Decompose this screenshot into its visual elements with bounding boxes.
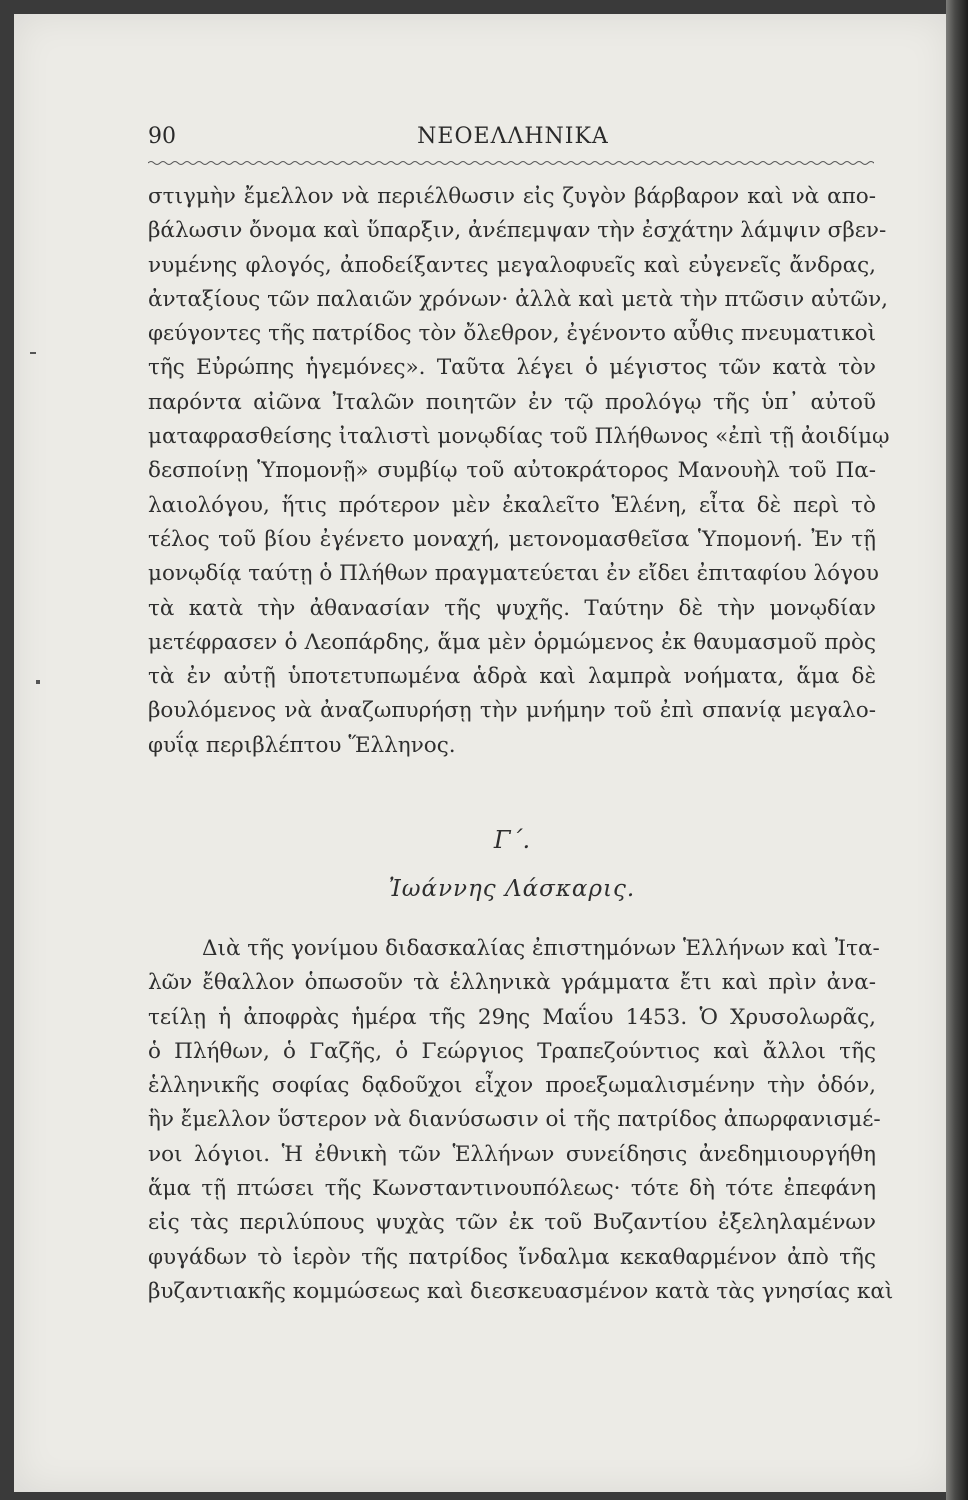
text-line: στιγμὴν ἔμελλον νὰ περιέλθωσιν εἰς ζυγὸν βάρβαρον καὶ νὰ απο-	[148, 184, 876, 209]
text-line: μονῳδίᾳ ταύτῃ ὁ Πλήθων πραγματεύεται ἐν εἴδει ἐπιταφίου λόγου	[148, 561, 879, 587]
text-line: τείλῃ ἡ ἀποφρὰς ἡμέρα τῆς 29ης Μαΐου 1453. Ὁ Χρυσολωρᾶς,	[148, 1004, 876, 1030]
section-number: Γ΄.	[493, 826, 531, 854]
text-line: νοι λόγιοι. Ἡ ἐθνικὴ τῶν Ἑλλήνων συνείδησις ἀνεδημιουργήθη	[148, 1141, 876, 1167]
text-line: λαιολόγου, ἥτις πρότερον μὲν ἐκαλεῖτο Ἑλένη, εἶτα δὲ περὶ τὸ	[148, 492, 876, 518]
text-line: βάλωσιν ὄνομα καὶ ὕπαρξιν, ἀνέπεμψαν τὴν ἐσχάτην λάμψιν σβεν-	[148, 218, 887, 244]
text-line: τῆς Εὐρώπης ἡγεμόνες». Ταῦτα λέγει ὁ μέγιστος τῶν κατὰ τὸν	[148, 355, 876, 381]
text-line: παρόντα αἰῶνα Ἰταλῶν ποιητῶν ἐν τῷ προλόγῳ τῆς ὑπ᾽ αὐτοῦ	[148, 389, 876, 415]
book-spine-edge	[946, 0, 968, 1500]
section-title: Ἰωάννης Λάσκαρις.	[388, 876, 636, 902]
margin-mark	[36, 680, 40, 684]
text-line: ἣν ἔμελλον ὕστερον νὰ διανύσωσιν οἱ τῆς πατρίδος ἀπωρφανισμέ-	[148, 1107, 881, 1133]
running-title: ΝΕΟΕΛΛΗΝΙΚΑ	[417, 124, 609, 149]
page-header	[148, 124, 878, 160]
text-line: ὁ Πλήθων, ὁ Γαζῆς, ὁ Γεώργιος Τραπεζούντιος καὶ ἄλλοι τῆς	[148, 1038, 876, 1064]
margin-mark	[30, 352, 36, 354]
text-line: Διὰ τῆς γονίμου διδασκαλίας ἐπιστημόνων Ἑλλήνων καὶ Ἰτα-	[202, 936, 880, 961]
text-line: νυμένης φλογός, ἀποδείξαντες μεγαλοφυεῖς καὶ εὐγενεῖς ἄνδρας,	[148, 252, 876, 278]
text-line: εἰς τὰς περιλύπους ψυχὰς τῶν ἐκ τοῦ Βυζαντίου ἐξεληλαμένων	[148, 1210, 876, 1236]
text-line: βυζαντιακῆς κομμώσεως καὶ διεσκευασμένον κατὰ τὰς γνησίας καὶ	[148, 1278, 894, 1304]
text-line: μετέφρασεν ὁ Λεοπάρδης, ἅμα μὲν ὁρμώμενος ἐκ θαυμασμοῦ πρὸς	[148, 629, 876, 655]
text-line: τέλος τοῦ βίου ἐγένετο μοναχή, μετονομασθεῖσα Ὑπομονή. Ἐν τῇ	[148, 526, 876, 552]
text-line: τὰ κατὰ τὴν ἀθανασίαν τῆς ψυχῆς. Ταύτην δὲ τὴν μονῳδίαν	[148, 595, 876, 621]
text-line: βουλόμενος νὰ ἀναζωπυρήσῃ τὴν μνήμην τοῦ ἐπὶ σπανίᾳ μεγαλο-	[148, 698, 876, 724]
text-line: ματαφρασθείσης ἰταλιστὶ μονῳδίας τοῦ Πλήθωνος «ἐπὶ τῇ ἀοιδίμῳ	[148, 424, 890, 450]
text-line: φυγάδων τὸ ἱερὸν τῆς πατρίδος ἴνδαλμα κεκαθαρμένον ἀπὸ τῆς	[148, 1244, 876, 1270]
text-line: ἑλληνικῆς σοφίας δᾳδοῦχοι εἶχον προεξωμαλισμένην τὴν ὁδόν,	[148, 1073, 876, 1099]
paragraph-1	[148, 180, 890, 763]
text-line: δεσποίνῃ Ὑπομονῇ» συμβίῳ τοῦ αὐτοκράτορος Μανουὴλ τοῦ Πα-	[148, 458, 876, 484]
text-line: τὰ ἐν αὐτῇ ὑποτετυπωμένα ἁδρὰ καὶ λαμπρὰ νοήματα, ἅμα δὲ	[148, 664, 876, 690]
text-line: ἅμα τῇ πτώσει τῆς Κωνσταντινουπόλεως· τότε δὴ τότε ἐπεφάνη	[148, 1176, 876, 1202]
text-line: ἀνταξίους τῶν παλαιῶν χρόνων· ἀλλὰ καὶ μετὰ τὴν πτῶσιν αὐτῶν,	[148, 286, 888, 312]
text-line: φυΐᾳ περιβλέπτου Ἕλληνος.	[148, 732, 456, 758]
paragraph-2	[148, 932, 894, 1309]
text-line: λῶν ἔθαλλον ὁπωσοῦν τὰ ἑλληνικὰ γράμματα ἔτι καὶ πρὶν ἀνα-	[148, 970, 876, 996]
text-line: φεύγοντες τῆς πατρίδος τὸν ὄλεθρον, ἐγένοντο αὖθις πνευματικοὶ	[148, 321, 876, 347]
page-number: 90	[148, 124, 176, 149]
header-wavy-rule	[148, 160, 874, 166]
